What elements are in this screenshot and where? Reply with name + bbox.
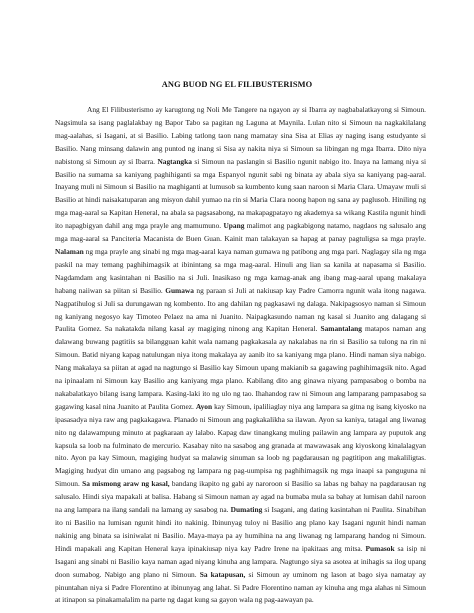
text-segment: kay Simoun, ipaliliaglay niya ang lampara sa gitna ng isang kiyosko na ipasasadya niya raw ang pagkakagawa. Planado ni Simoun ang pagkakalikha sa ilawan. Ayon sa kaniya, tatagal ang liwanag nito ng dalawampung minuto at pagkaraan ay lalabo. Kapag daw tinangkang muling pailawin ang lampara ay puputok ang kapsula sa loob na fulminato de mercurio. Kasabay nito na sasabog ang granada at mawawasak ang kiyoskong kinalalagyan nito. Ayon pa kay Simoun, magiging hudyat sa malawig sinuman sa loob ng pagdarausan ng pagtitipon ang makaliligtas. Magiging hudyat din umano ang pagsabog ng lampara ng pag-uumpisa ng paghihimagsik ng mga inaapi sa panguguna ni Simoun. <box>55 401 427 489</box>
text-segment: ng paraan si Juli at nakiusap kay Padre Camorra ngunit wala itong nagawa. Nagpatihulog si Juli sa durungawan ng kombento. Ito ang dahilan ng pagkasawi ng dalaga. Nakipagsosyo naman si Simoun ng kaniyang negosyo kay Timoteo Pelaez na ama ni Juanito. Naipagkasundo naman ng kasal si Juanito ang dalagang si Paulita Gomez. Sa nakatakda nilang kasal ay magiging ninong ang Kapitan Heneral. <box>55 285 427 334</box>
bold-lead-word: Dumating <box>230 505 263 515</box>
text-segment: matapos naman ang dalawang buwang pagtitiis sa bilangguan kahit wala namang pagkakasala ay nakalabas na rin si Basilio sa tulong na rin ni Simoun. Batid niyang kapag natulungan niya itong makalaya ay aanib ito sa kaniyang mga plano. Hindi naman siya nabigo. Nang makalaya sa piitan at agad na nagtungo si Basilio kay Simoun upang makianib sa gagawing paghihimagsik nito. Agad na ipinaalam ni Simoun kay Basilio ang kaniyang mga plano. Kabilang dito ang ginawa niyang pampasabog o bomba na nakabalatkayo bilang isang lampara. Kasing-laki ito ng ulo ng tao. Ihahandog raw ni Simoun ang lamparang pampasabog sa gagawing kasal nina Juanito at Paulita Gomez. <box>55 324 426 411</box>
bold-lead-word: Samantalang <box>320 324 362 334</box>
bold-lead-word: Sa katapusan, <box>199 569 246 579</box>
text-segment: si Simoun ay uminom ng lason at bago siya namatay ay pinuntahan niya si Padre Florentino at ibinunyag ang lahat. Si Padre Florentino naman ay kinuha ang mga alahas ni Simoun at itinapon sa pinakamalalim na parte ng dagat kung sa gayon wala ng pag-aawayan pa. <box>55 569 426 605</box>
text-segment: bandang ikapito ng gabi ay naroroon si Basilio sa labas ng bahay na pagdarausan ng salusalo. Hindi siya mapakali at balisa. Habang si Simoun naman ay agad na bumaba mula sa bahay at lumisan dahil naroon na ang lampara na ilang sandali na lamang ay sasabog na. <box>55 479 426 515</box>
bold-lead-word: Nagtangka <box>157 156 192 166</box>
text-segment: malimot ang pagkabigong natamo, nagdaos ng salusalo ang mga mag-aaral sa Panciteria Macanista de Buen Guan. Kainit man talakayan sa hapag at panay pagtuligsa sa mga prayle. <box>55 221 426 244</box>
document-title: ANG BUOD NG EL FILIBUSTERISMO <box>161 80 313 89</box>
bold-lead-word: Ayon <box>195 401 213 411</box>
summary-paragraph <box>55 104 426 607</box>
text-segment: sa isip ni Isagani ang sinabi ni Basilio kaya naman agad niyang kinuha ang lampara. Nagtungo siya sa asotea at inihagis sa ilog upang doon sumabog. Nabigo ang plano ni Simoun. <box>55 543 426 579</box>
bold-lead-word: Nalaman <box>55 246 84 256</box>
bold-lead-word: Pumasok <box>365 543 395 553</box>
text-segment: Ang El Filibusterismo ay karugtong ng Noli Me Tangere na ngayon ay si Ibarra ay nagbabalatkayong si Simoun. Nagsimula sa isang paglalakbay ng Bapor Tabo sa pagitan ng Laguna at Maynila. Lulan nito si Simoun na nagkakilalang mag-aalahas, si Isagani, at si Basilio. Labing tatlong taon nang mamatay sina Sisa at Elias ay naging isang estudyante si Basilio. Nang minsang dalawin ang puntod ng inang si Sisa ay nakita niya si Simoun sa libingan ng mga Ibarra. Dito niya nabistong si Simoun ay si Ibarra. <box>55 105 426 166</box>
bold-lead-word: Upang <box>223 221 245 231</box>
bold-lead-word: Sa mismong araw ng kasal, <box>82 479 170 489</box>
bold-lead-word: Gumawa <box>165 285 194 295</box>
text-segment: si Simoun na paslangin si Basilio ngunit nabigo ito. Inaya na lamang niya si Basilio na sumama sa kaniyang paghihiganti sa mga Espanyol ngunit sabi ng binata ay abala siya sa kaniyang pag-aaral. Inayang muli ni Simoun si Basilio na maghiganti at lumusob sa kumbento kung saan naroon si Maria Clara. Umayaw muli si Basilio at hindi naisakatuparan ang misyon dahil yumao na rin si Maria Clara noong hapon ng sana ay paglusob. Hiniling ng mga mag-aaral sa Kapitan Heneral, na abala sa pagsasabong, na makapagpatayo ng akademya sa wikang Kastila ngunit hindi ito napagbigyan dahil ang mga prayle ang mamumuno. <box>55 156 426 231</box>
text-segment: ng mga prayle ang sinabi ng mga mag-aaral kaya naman gumawa ng patibong ang mga pari. Naglagay sila ng mga paskil na may temang paghihimagsik at ibinintang sa mga mag-aaral. Hinuli ang lian sa kanila at napasama si Basilio. Nagdamdam ang kasintahan ni Basilio na si Juli. Inasikaso ng mga kamag-anak ang ibang mag-aaral upang makalaya habang naiiwan sa piitan si Basilio. <box>55 246 426 295</box>
text-segment: si Isagani, ang dating kasintahan ni Paulita. Sinabihan ito ni Basilio na lumisan ngunit hindi ito nakinig. Ibinunyag tuloy ni Basilio ang plano kay Isagani ngunit hindi naman nakinig ang binata sa isiniwalat ni Basilio. Maya-maya pa ay humihina na ang liwanag ng lamparang handog ni Simoun. Hindi mapakali ang Kapitan Heneral kaya ipinakiusap niya kay Padre Irene na ipakitaas ang mitsa. <box>55 505 426 553</box>
